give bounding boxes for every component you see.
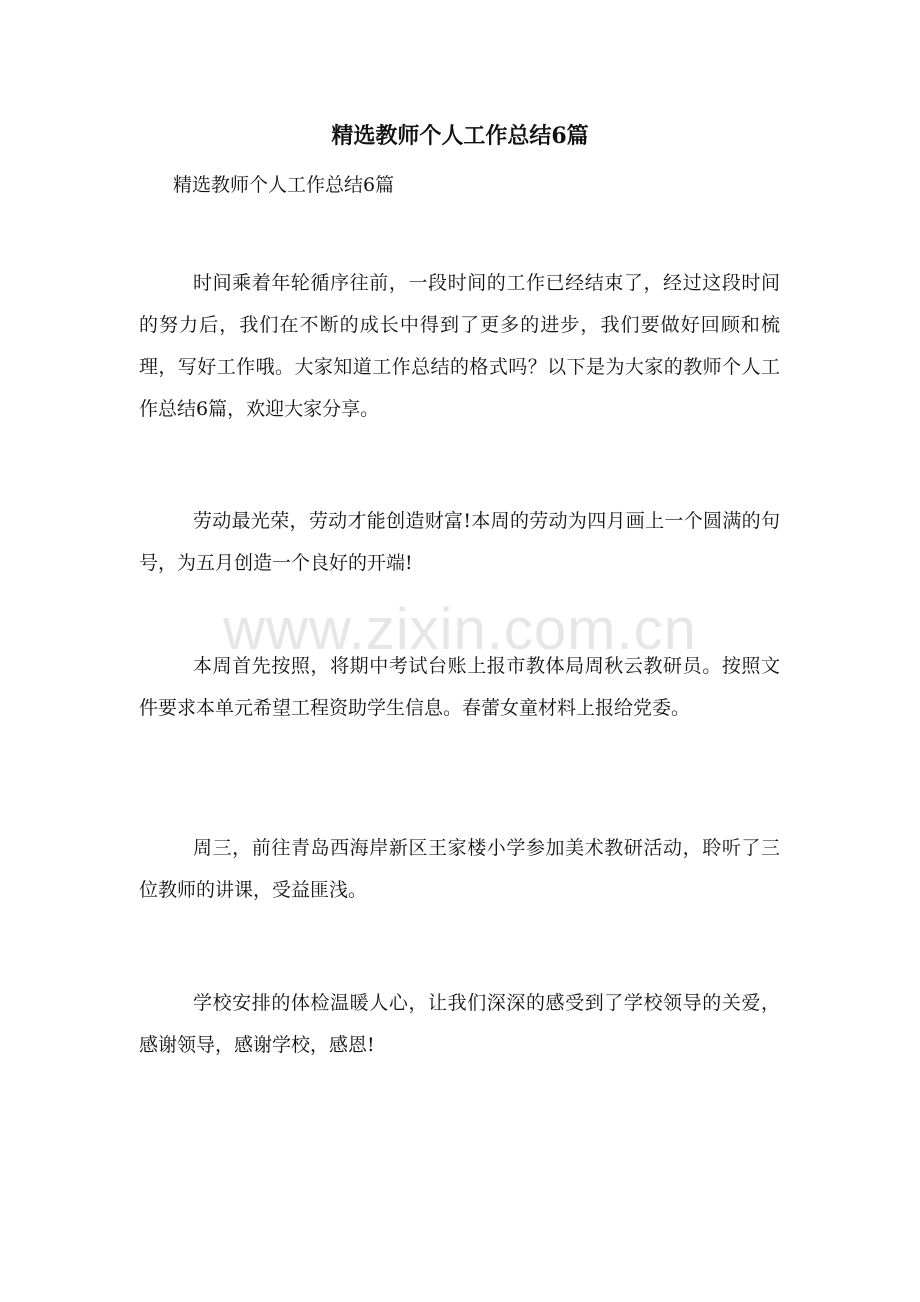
paragraph-intro: 时间乘着年轮循序往前，一段时间的工作已经结束了，经过这段时间的努力后，我们在不断的成长中得到了更多的进步，我们要做好回顾和梳理，写好工作哦。大家知道工作总结的格式吗？以下是为大家的教师个人工作总结6篇，欢迎大家分享。 <box>139 272 780 420</box>
document-title: 精选教师个人工作总结6篇 <box>331 123 589 149</box>
paragraph-wednesday: 周三，前往青岛西海岸新区王家楼小学参加美术教研活动，聆听了三位教师的讲课，受益匪浅。 <box>139 837 780 901</box>
document-subtitle: 精选教师个人工作总结6篇 <box>173 174 395 196</box>
watermark: www.zixin.com.cn <box>223 597 697 662</box>
paragraph-labor: 劳动最光荣，劳动才能创造财富!本周的劳动为四月画上一个圆满的句号，为五月创造一个良好的开端! <box>139 510 780 574</box>
paragraph-health-check: 学校安排的体检温暖人心，让我们深深的感受到了学校领导的关爱，感谢领导，感谢学校，感恩! <box>139 992 780 1056</box>
paragraph-weekly-report: 本周首先按照，将期中考试台账上报市教体局周秋云教研员。按照文件要求本单元希望工程资助学生信息。春蕾女童材料上报给党委。 <box>139 655 780 719</box>
